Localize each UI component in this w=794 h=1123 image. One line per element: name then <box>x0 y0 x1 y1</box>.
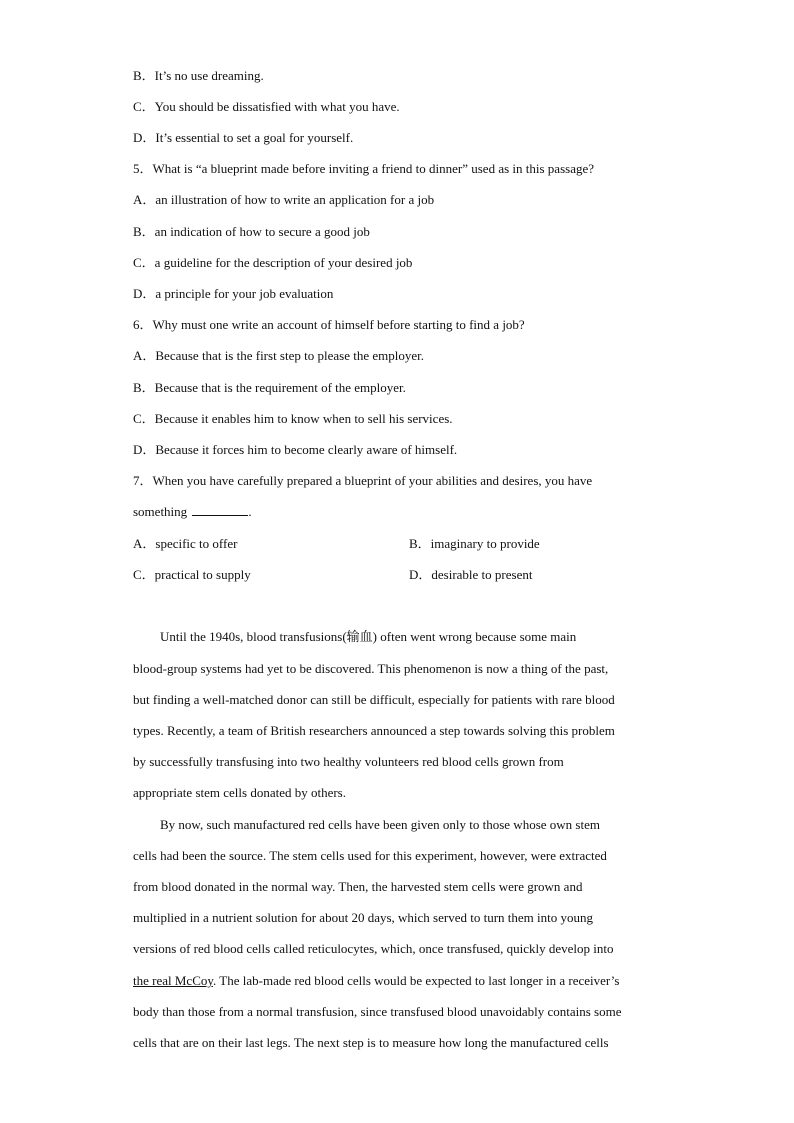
q4-option-d: D．It’s essential to set a goal for yourself. <box>133 130 354 145</box>
passage-p1-line: blood-group systems had yet to be discovered. This phenomenon is now a thing of the past, <box>133 661 609 676</box>
q7-option-a: A．specific to offer <box>133 536 238 551</box>
passage-p1-line: but finding a well-matched donor can still be difficult, especially for patients with rare blood <box>133 692 615 707</box>
passage-p2-line: from blood donated in the normal way. Then, the harvested stem cells were grown and <box>133 879 583 894</box>
passage-p2-line: cells that are on their last legs. The next step is to measure how long the manufactured cells <box>133 1035 609 1050</box>
q6-option-d: D．Because it forces him to become clearly aware of himself. <box>133 442 458 457</box>
q6-stem: 6．Why must one write an account of himself before starting to find a job? <box>133 317 525 332</box>
q7-stem-line1: 7．When you have carefully prepared a blueprint of your abilities and desires, you have <box>133 473 593 488</box>
q7-stem-text: something <box>133 504 188 519</box>
q4-option-b: B．It’s no use dreaming. <box>133 68 264 83</box>
passage-p1-line: Until the 1940s, blood transfusions(输血) often went wrong because some main <box>160 629 577 644</box>
q7-option-b: B．imaginary to provide <box>409 536 540 551</box>
q6-option-a: A．Because that is the first step to please the employer. <box>133 348 424 363</box>
passage-p2-line: By now, such manufactured red cells have been given only to those whose own stem <box>160 817 600 832</box>
passage-p2-line: body than those from a normal transfusion, since transfused blood unavoidably contains some <box>133 1004 622 1019</box>
passage-p1-line: types. Recently, a team of British researchers announced a step towards solving this problem <box>133 723 615 738</box>
q6-option-c: C．Because it enables him to know when to sell his services. <box>133 411 453 426</box>
q5-option-d: D．a principle for your job evaluation <box>133 286 334 301</box>
passage-p2-line: cells had been the source. The stem cells used for this experiment, however, were extracted <box>133 848 607 863</box>
passage-p2-line: versions of red blood cells called reticulocytes, which, once transfused, quickly develop into <box>133 941 614 956</box>
q6-option-b: B．Because that is the requirement of the employer. <box>133 380 406 395</box>
answer-blank <box>192 504 248 516</box>
q7-stem-end: . <box>248 504 252 519</box>
q7-option-d: D．desirable to present <box>409 567 533 582</box>
q7-option-c: C．practical to supply <box>133 567 251 582</box>
underlined-phrase: the real McCoy <box>133 973 214 988</box>
passage-p1-line: by successfully transfusing into two healthy volunteers red blood cells grown from <box>133 754 564 769</box>
passage-p2-line: multiplied in a nutrient solution for about 20 days, which served to turn them into young <box>133 910 593 925</box>
q5-option-a: A．an illustration of how to write an application for a job <box>133 192 435 207</box>
passage-p2-line-rest: . The lab-made red blood cells would be expected to last longer in a receiver’s <box>213 973 620 988</box>
q5-stem: 5．What is “a blueprint made before inviting a friend to dinner” used as in this passage? <box>133 161 594 176</box>
q4-option-c: C．You should be dissatisfied with what you have. <box>133 99 400 114</box>
passage-p1-line: appropriate stem cells donated by others. <box>133 785 346 800</box>
q7-stem-line2 <box>133 504 252 520</box>
q5-option-c: C．a guideline for the description of your desired job <box>133 255 413 270</box>
passage-p2-line <box>133 973 619 989</box>
q5-option-b: B．an indication of how to secure a good job <box>133 224 370 239</box>
